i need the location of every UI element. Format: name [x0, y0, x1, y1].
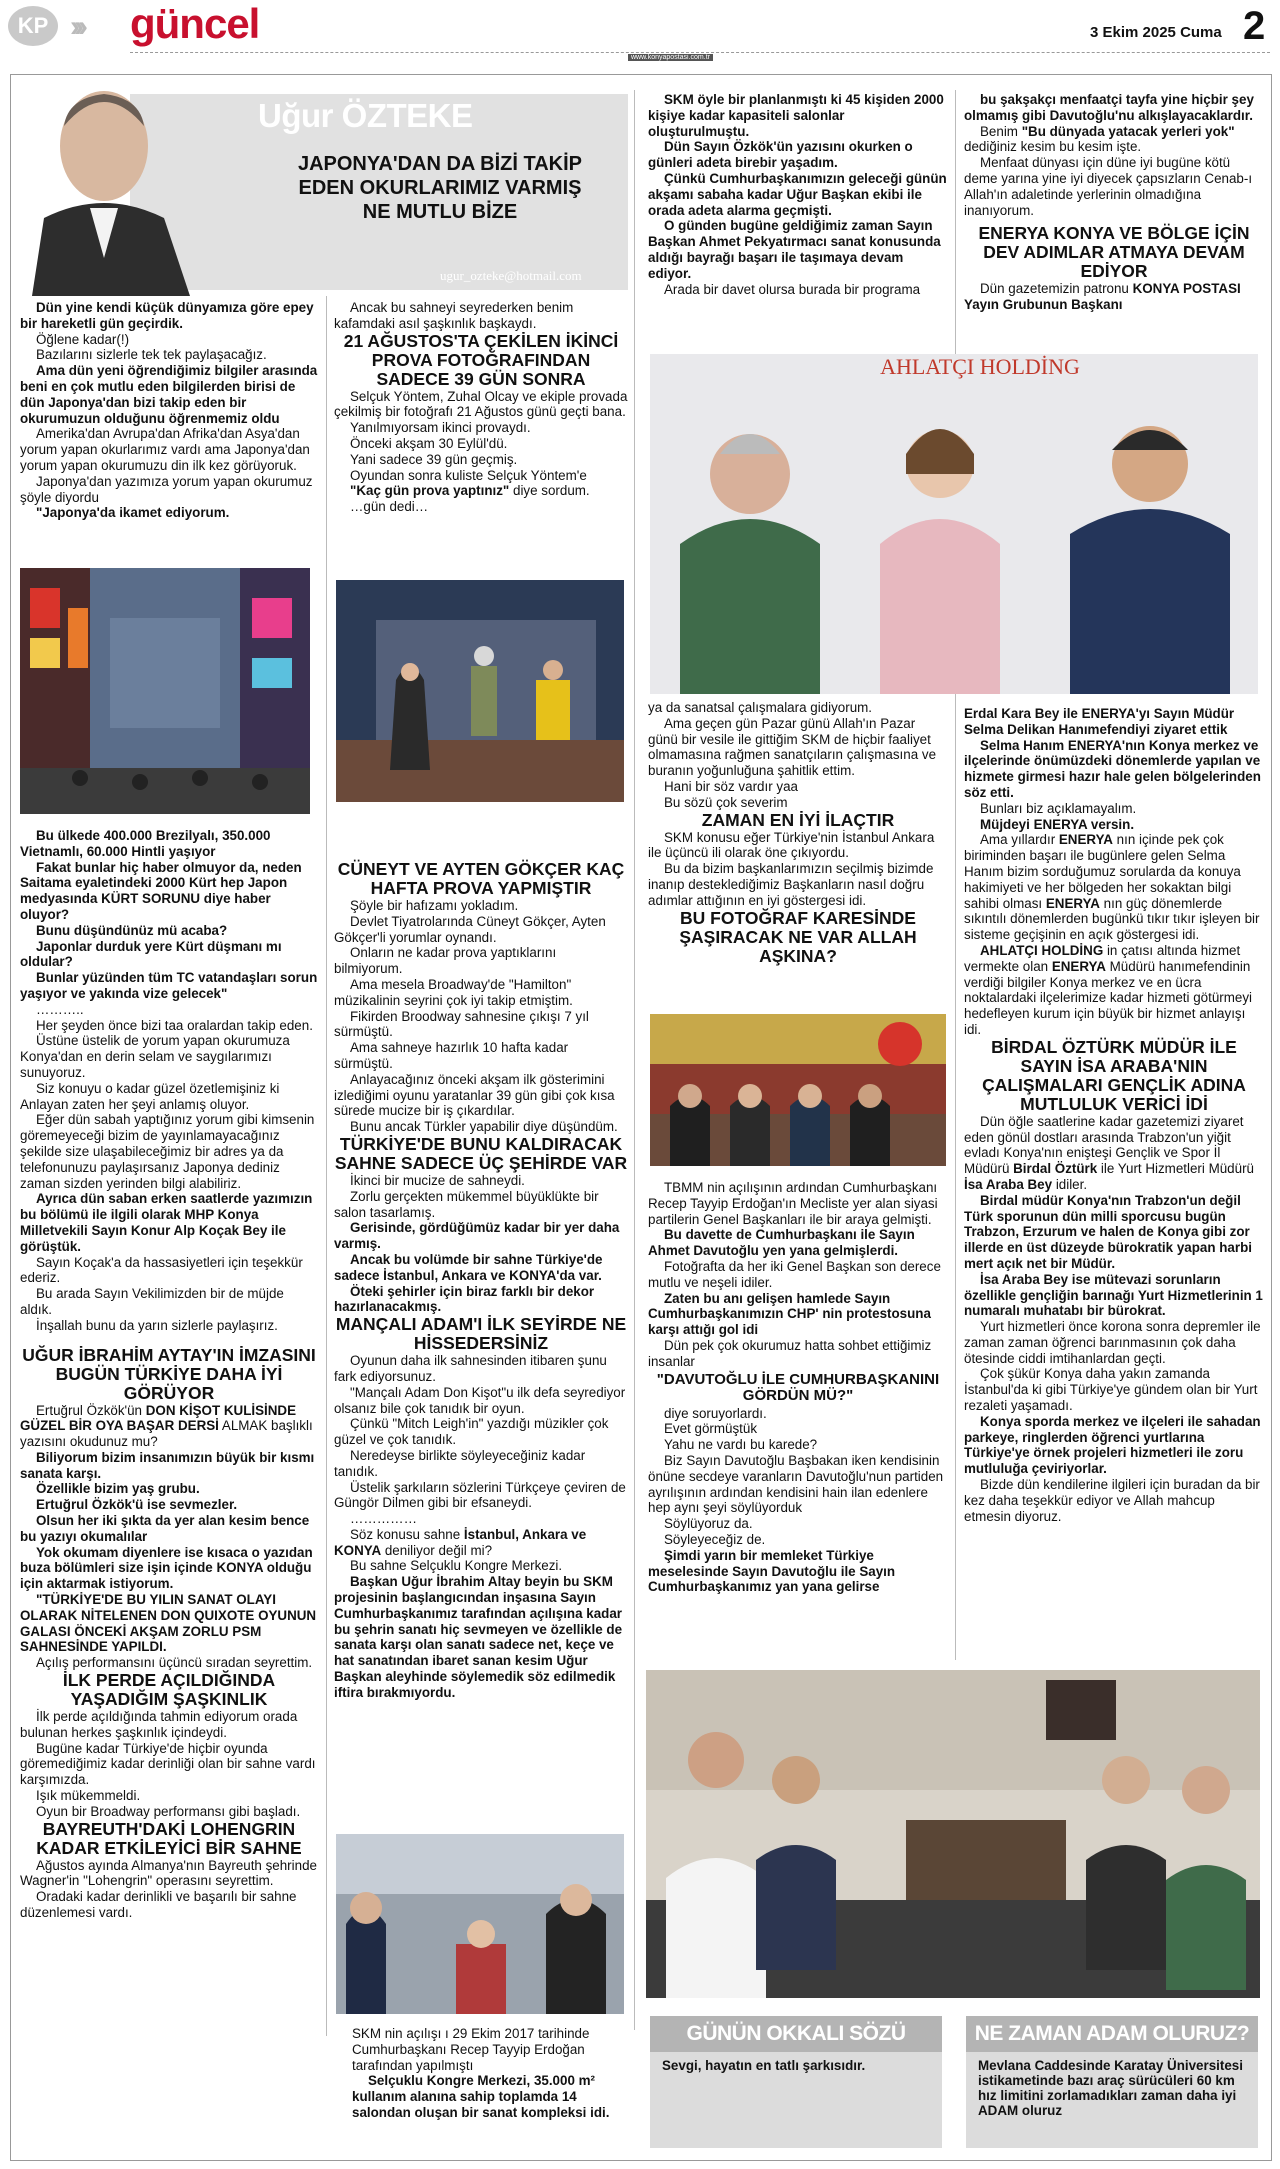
- paragraph: Önceki akşam 30 Eylül'dü.: [350, 435, 508, 451]
- paragraph: Menfaat dünyası için düne iyi bugüne kötü deme yarına yine iyi diyecek çapsızların Cenab-ı Allah'ın adaletinde yerlerinin olmadığına inanıyorum.: [964, 155, 1253, 218]
- paragraph: Bunu düşündünüz mü acaba?: [36, 922, 228, 938]
- paragraph: Dün gazetemizin patronu KONYA POSTASI Yayın Grubunun Başkanı: [964, 281, 1241, 313]
- paragraph: Zorlu gerçekten mükemmel büyüklükte bir salon tasarlamış.: [334, 1188, 599, 1220]
- paragraph: Açılış performansını üçüncü sıradan seyrettim.: [36, 1655, 313, 1671]
- skm-opening-photo: [336, 1834, 624, 2014]
- paragraph: "Mançalı Adam Don Kişot"u ilk defa seyrediyor olsanız bile çok tanıdık bir oyun.: [334, 1384, 626, 1416]
- column-3-bottom: [648, 1180, 948, 1595]
- paragraph: Benim "Bu dünyada yatacak yerleri yok" dediğiniz kesim bu kesim işte.: [964, 123, 1235, 155]
- paragraph: Biz Sayın Davutoğlu Başbakan iken kendisinin önüne secdeye varanların Davutoğlu'nun partiden ayrılışının ardından kendisini hain ilan edenlere hep aynı şeyi söylüyorduk: [648, 1452, 944, 1516]
- paragraph: Çok şükür Konya daha yakın zamanda İstanbul'da ki gibi Türkiye'ye gündem olan bir Yurt rezaleti yaşamadı.: [964, 1366, 1258, 1414]
- column-2-body: [334, 860, 628, 1701]
- author-name: Uğur ÖZTEKE: [258, 97, 473, 134]
- opinion-box-text: Mevlana Caddesinde Karatay Üniversitesi istikametinde bazı araç sürücüleri 60 km hız limitini zorlamadıkları zaman daha iyi ADAM oluruz: [978, 2058, 1243, 2118]
- paragraph: Eğer dün sabah yaptığınız yorum gibi kimsenin göremeyeceği bizim de yayınlamayacağınız şekilde size ulaşabileceğimiz bir adres ya da telefonunuzu paylaşırsanız Japonya dediniz zaman sizden yerinden bilgi alabiliriz.: [20, 1112, 315, 1191]
- paragraph: Bu sahne Selçuklu Kongre Merkezi.: [350, 1558, 563, 1574]
- subheading: ZAMAN EN İYİ İLAÇTIR: [701, 809, 895, 830]
- paragraph: Ertuğrul Özkök'ü ise sevmezler.: [36, 1497, 238, 1513]
- paragraph: Biliyorum bizim insanımızın büyük bir kısmı sanata karşı.: [20, 1449, 315, 1481]
- paragraph: SKM konusu eğer Türkiye'nin İstanbul Ankara ile üçüncü ili olarak öne çıkıyordu.: [648, 829, 935, 861]
- paragraph: Öteki şehirler için biraz farklı bir dekor hazırlanacakmış.: [334, 1283, 595, 1315]
- paragraph: Işık mükemmeldi.: [36, 1788, 141, 1804]
- caption-text: Selçuklu Kongre Merkezi, 35.000 m² kullanım alanına sahip toplamda 14 salondan oluşan bir sanat kompleksi idi.: [352, 2073, 610, 2120]
- erdogan-davutoglu-photo: [650, 1014, 946, 1166]
- paragraph: Dün yine kendi küçük dünyamıza göre epey bir hareketli gün geçirdik.: [20, 300, 314, 331]
- paragraph: Yahu ne vardı bu karede?: [664, 1437, 818, 1453]
- paragraph: TBMM nin açılışının ardından Cumhurbaşkanı Recep Tayyip Erdoğan'ın Mecliste yer alan siyasi partilerin Genel Başkanları ile bir araya gelmişti.: [648, 1180, 938, 1227]
- paragraph: Çünkü Cumhurbaşkanımızın geleceği günün akşamı sabaha kadar Uğur Başkan ekibi ile orada adeta alarma geçmişti.: [648, 170, 947, 218]
- paragraph: Anlayacağınız önceki akşam ilk gösterimini izlediğimi oyunu yaratanlar 39 gün gibi çok kısa sürede mucize bir iş çıkardılar.: [334, 1071, 615, 1119]
- paragraph: "Kaç gün prova yaptınız" diye sordum.: [350, 483, 590, 499]
- column-2-top: [334, 300, 628, 515]
- enerya-visit-photo: [650, 354, 1258, 694]
- subheading: 21 AĞUSTOS'TA ÇEKİLEN İKİNCİ PROVA FOTOĞRAFINDAN SADECE 39 GÜN SONRA: [343, 330, 619, 389]
- paragraph: Üstüne üstelik de yorum yapan okurumuza Konya'dan en derin selam ve saygılarımızı sunuyoruz.: [20, 1033, 290, 1080]
- paragraph: İkinci bir mucize de sahneydi.: [350, 1172, 525, 1188]
- paragraph: Çünkü "Mitch Leigh'in" yazdığı müzikler çok güzel ve çok tanıdık.: [334, 1416, 609, 1448]
- paragraph: Selçuk Yöntem, Zuhal Olcay ve ekiple provada çekilmiş bir fotoğrafı 21 Ağustos günü geçti bana.: [334, 388, 628, 420]
- paragraph: Ertuğrul Özkök'ün DON KİŞOT KULİSİNDE GÜZEL BİR OYA BAŞAR DERSİ ALMAK başlıklı yazısını okudunuz mu?: [20, 1402, 313, 1450]
- site-url: www.konyapostasi.com.tr: [628, 54, 713, 61]
- paragraph: Ama yıllardır ENERYA nın içinde pek çok biriminden başarı ile bugünlere gelen Selma Hanım bizim sorduğumuz sorularda da konuya hakimiyeti ve her bölgeden her sokaktan bilgi sahibi olması ENERYA nın güç dönemlerde sıkıntılı dönemlerden bugünkü tıkır tıkır işleyen bir sisteme geçişinin en açık göstergesi idi.: [964, 832, 1260, 943]
- quote-box-text: Sevgi, hayatın en tatlı şarkısıdır.: [662, 2058, 866, 2073]
- holding-sign: AHLATÇI HOLDİNG: [880, 354, 1080, 379]
- paragraph: …gün dedi…: [350, 499, 429, 515]
- quote-box: [650, 2016, 942, 2148]
- subheading: UĞUR İBRAHİM AYTAY'IN İMZASINI BUGÜN TÜRKİYE DAHA İYİ GÖRÜYOR: [22, 1344, 316, 1403]
- stage-photo: [336, 580, 624, 802]
- subheading: "DAVUTOĞLU İLE CUMHURBAŞKANINI GÖRDÜN MÜ?": [656, 1370, 940, 1404]
- paragraph: Başkan Uğur İbrahim Altay beyin bu SKM projesinin başlangıcından inşasına Sayın Cumhurbaşkanımız tarafından açılışına kadar bu şehrin sanatı hiç sevmeyen ve özellikle de sanata karşı olan sanatı sadece net, keçe ve hat sanatından ibaret sanan kesim Uğur Başkan aleyhinde söylemedik söz edilmedik iftira bırakmıyordu.: [334, 1574, 623, 1700]
- paragraph: Özellikle bizim yaş grubu.: [36, 1481, 200, 1497]
- caption-text: SKM nin açılışı ı 29 Ekim 2017 tarihinde Cumhurbaşkanı Recep Tayyip Erdoğan tarafından yapılmıştı: [352, 2026, 590, 2073]
- paragraph: Ayrıca dün saban erken saatlerde yazımızın bu bölümü ile ilgili olarak MHP Konya Milletvekili Sayın Konur Alp Koçak Bey ile görüştük.: [20, 1191, 313, 1254]
- paragraph: İlk perde açıldığında tahmin ediyorum orada bulunan herkes şaşkınlık içindeydi.: [20, 1709, 298, 1740]
- paragraph: Yani sadece 39 gün geçmiş.: [350, 451, 518, 467]
- paragraph: Evet görmüştük: [664, 1421, 758, 1437]
- paragraph: Birdal müdür Konya'nın Trabzon'un değil Türk sporunun dün milli sporcusu bugün Trabzon, Erzurum ve halen de Konya gibi zor illerde en üst düzeyde bürokratik yapan harbi mert açık net bir Müdür.: [964, 1192, 1252, 1271]
- paragraph: Şimdi yarın bir memleket Türkiye meselesinde Sayın Davutoğlu ile Sayın Cumhurbaşkanımız yan yana gelirse: [648, 1547, 896, 1595]
- paragraph: Japonya'dan yazımıza yorum yapan okurumuz şöyle diyordu: [20, 473, 313, 505]
- subheading: CÜNEYT VE AYTEN GÖKÇER KAÇ HAFTA PROVA YAPMIŞTIR: [337, 859, 625, 898]
- column-4-top: [964, 92, 1264, 313]
- paragraph: Gerisinde, gördüğümüz kadar bir yer daha varmış.: [334, 1220, 620, 1252]
- paragraph: Ancak bu volümde bir sahne Türkiye'de sadece İstanbul, Ankara ve KONYA'da var.: [334, 1251, 603, 1283]
- paragraph: Fikirden Broodway sahnesine çıkışı 7 yıl sürmüştü.: [334, 1008, 589, 1040]
- paragraph: Hani bir söz vardır yaa: [664, 778, 798, 794]
- paragraph: Konya sporda merkez ve ilçeleri ile sahadan parkeye, ringlerden öğrenci yurtlarına Türkiye'ye örnek projeleri hizmetleri ile zoru mutluluğa çeviriyorlar.: [964, 1413, 1261, 1477]
- subheading: TÜRKİYE'DE BUNU KALDIRACAK SAHNE SADECE ÜÇ ŞEHİRDE VAR: [334, 1133, 628, 1173]
- paragraph: Bunlar yüzünden tüm TC vatandaşları sorun yaşıyor ve yakında vize gelecek": [20, 970, 318, 1001]
- paragraph: Her şeyden önce bizi taa oralardan takip eden.: [36, 1017, 313, 1033]
- subheading: BİRDAL ÖZTÜRK MÜDÜR İLE SAYIN İSA ARABA'NIN ÇALIŞMALARI GENÇLİK ADINA MUTLULUK VERİCİ İDİ: [982, 1036, 1246, 1114]
- subheading: ENERYA KONYA VE BÖLGE İÇİN DEV ADIMLAR ATMAYA DEVAM EDİYOR: [978, 223, 1250, 282]
- paragraph: Fakat bunlar hiç haber olmuyor da, neden Saitama eyaletindeki 2000 Kürt hep Japon medyasında KÜRT SORUNU diye haber oluyor?: [20, 859, 302, 922]
- subheading: BU FOTOĞRAF KARESİNDE ŞAŞIRACAK NE VAR ALLAH AŞKINA?: [679, 907, 917, 966]
- paragraph: Bu ülkede 400.000 Brezilyalı, 350.000 Vietnamlı, 60.000 Hintli yaşıyor: [20, 828, 271, 859]
- paragraph: Dün pek çok okurumuz hatta sohbet ettiğimiz insanlar: [648, 1337, 932, 1369]
- column-3-body: [648, 700, 948, 966]
- paragraph: Dün Sayın Özkök'ün yazısını okurken o günleri adeta birebir yaşadım.: [648, 139, 913, 171]
- paragraph: Ancak bu sahneyi seyrederken benim kafamdaki asıl şaşkınlık başkaydı.: [334, 300, 574, 331]
- paragraph: Oradaki kadar derinlikli ve başarılı bir sahne düzenlemesi vardı.: [20, 1889, 297, 1921]
- column-1-top: [20, 300, 318, 521]
- paragraph: Devlet Tiyatrolarında Cüneyt Gökçer, Ayten Gökçer'li yorumlar oynandı.: [334, 913, 606, 945]
- paragraph: Neredeyse birlikte söyleyeceğiniz kadar tanıdık.: [334, 1447, 586, 1479]
- paragraph: Müjdeyi ENERYA versin.: [980, 816, 1135, 832]
- photo-caption: [352, 2026, 628, 2121]
- paragraph: Olsun her iki şıkta da yer alan kesim bence bu yazıyı okumalılar: [20, 1513, 310, 1544]
- paragraph: diye soruyorlardı.: [664, 1405, 767, 1421]
- paragraph: Bazılarını sizlerle tek tek paylaşacağız.: [36, 347, 267, 363]
- paragraph: Bu arada Sayın Vekilimizden bir de müjde aldık.: [20, 1286, 284, 1317]
- paragraph: Oyunun daha ilk sahnesinden itibaren şunu fark ediyorsunuz.: [334, 1353, 607, 1384]
- paragraph: Ama dün yeni öğrendiğimiz bilgiler arasında beni en çok mutlu eden bilgilerden birisi de dün Japonya'dan bizi takip eden bir okurumuzun olduğunu öğrenmemiz oldu: [20, 363, 318, 426]
- paragraph: Şöyle bir hafızamı yokladım.: [350, 898, 519, 913]
- paragraph: O günden bugüne geldiğimiz zaman Sayın Başkan Ahmet Pekyatırmacı sanat konusunda aldığı bayrağı başarı ile taşımaya devam ediyor.: [648, 218, 941, 281]
- opinion-box-title: NE ZAMAN ADAM OLURUZ?: [966, 2016, 1258, 2052]
- paragraph: Söyleyeceğiz de.: [664, 1531, 766, 1547]
- chevron-right-icon: ›››: [70, 10, 82, 43]
- paragraph: Dün öğle saatlerine kadar gazetemizi ziyaret eden gönül dostları arasında Trabzon'un yiğit evladı Konya'nın enişteşi Gençlik ve Spor İl Müdürü Birdal Öztürk ile Yurt Hizmetleri Müdürü İsa Araba Bey idiler.: [964, 1113, 1254, 1192]
- subheading: MANÇALI ADAM'I İLK SEYİRDE NE HİSSEDERSİNİZ: [335, 1314, 627, 1354]
- paragraph: Onların ne kadar prova yaptıklarını bilmiyorum.: [334, 945, 557, 977]
- column-4-body: [964, 706, 1264, 1524]
- author-photo: [12, 48, 202, 296]
- subheading: İLK PERDE AÇILDIĞINDA YAŞADIĞIM ŞAŞKINLIK: [62, 1670, 276, 1710]
- paragraph: Yurt hizmetleri önce korona sonra depremler ile zaman zaman öğrenci barınmasının çok daha ötesinde ciddi imtihanlardan geçti.: [964, 1319, 1261, 1366]
- office-visit-photo: [646, 1670, 1260, 1998]
- paragraph: Ama geçen gün Pazar günü Allah'ın Pazar günü bir vesile ile gittiğim SKM de hiçbir faaliyet olmamasına rağmen sanatçıların çalışmasına ve buranın yoğunluğuna şahitlik ettim.: [648, 715, 937, 779]
- column-divider: [634, 90, 635, 2030]
- paragraph: Üstelik şarkıların sözlerini Türkçeye çeviren de Güngör Dilmen gibi bir efsaneydi.: [334, 1479, 626, 1511]
- column-1-body: [20, 828, 318, 1921]
- paragraph: Bunu ancak Türkler yapabilir diye düşündüm.: [350, 1119, 618, 1135]
- paragraph: Bu davette de Cumhurbaşkanı ile Sayın Ahmet Davutoğlu yen yana gelmişlerdi.: [648, 1227, 915, 1259]
- column-divider: [326, 296, 327, 2036]
- paragraph: ………..: [36, 1001, 84, 1017]
- paragraph: Sayın Koçak'a da hassasiyetleri için teşekkür ederiz.: [20, 1254, 303, 1286]
- paragraph: Öğlene kadar(!): [36, 331, 130, 347]
- paragraph: Bugüne kadar Türkiye'de hiçbir oyunda göremediğimiz kadar derinliği olan bir sahne vardı karşımızda.: [20, 1740, 316, 1788]
- section-title: güncel: [130, 0, 260, 47]
- paragraph: Amerika'dan Avrupa'dan Afrika'dan Asya'dan yorum yapan okurlarımız vardı ama Japonya'dan yorum yapan okurumuzu din ilk kez görüyoruk.: [20, 426, 310, 473]
- paragraph: ya da sanatsal çalışmalara gidiyorum.: [648, 700, 873, 715]
- page-number: 2: [1243, 4, 1266, 48]
- paragraph: Bunları biz açıklamayalım.: [980, 800, 1137, 816]
- column-3-top: [648, 92, 948, 297]
- paragraph: Japonlar durduk yere Kürt düşmanı mı oldular?: [20, 938, 282, 970]
- paragraph: İsa Araba Bey ise mütevazi sorunların özellikle gençliğin barınağı Yurt Hizmetlerinin 1 numaralı muhatabı bir bürokrat.: [964, 1271, 1263, 1319]
- paragraph: AHLATÇI HOLDİNG in çatısı altında hizmet vermekte olan ENERYA Müdürü hanımefendinin verdiği bilgiler Konya merkez ve en ücra noktalardaki ilçelerimize kadar hizmeti götürmeyi hedefleyen kurum için büyük bir hizmet anlayışı idi.: [964, 942, 1253, 1037]
- author-email: ugur_ozteke@hotmail.com: [440, 268, 582, 283]
- paragraph: Ama mesela Broadway'de "Hamilton" müzikalinin seyrini çok iyi takip etmiştim.: [334, 976, 573, 1008]
- paragraph: Bizde dün kendilerine ilgileri için buradan da bir kez daha teşekkür ediyor ve Allah mahcup etmesin diyoruz.: [964, 1477, 1260, 1524]
- paragraph: SKM öyle bir planlanmıştı ki 45 kişiden 2000 kişiye kadar kapasiteli salonlar oluşturulmuştu.: [648, 92, 944, 139]
- paragraph: Fotoğrafta da her iki Genel Başkan son derece mutlu ve neşeli idiler.: [648, 1258, 941, 1290]
- paragraph: Yanılmıyorsam ikinci provaydı.: [350, 420, 531, 436]
- paragraph: bu şakşakçı menfaatçi tayfa yine hiçbir şey olmamış gibi Davutoğlu'nu alkışlayacaklardır.: [964, 92, 1254, 123]
- issue-date: 3 Ekim 2025 Cuma: [1090, 24, 1222, 41]
- paragraph: Söylüyoruz da.: [664, 1516, 753, 1532]
- paragraph: Oyundan sonra kuliste Selçuk Yöntem'e: [350, 467, 587, 483]
- subheading: BAYREUTH'DAKİ LOHENGRIN KADAR ETKİLEYİCİ BİR SAHNE: [36, 1818, 302, 1858]
- paragraph: Zaten bu anı gelişen hamlede Sayın Cumhurbaşkanımızın CHP' nin protestosuna karşı attığı gol idi: [648, 1290, 931, 1338]
- paragraph: Siz konuyu o kadar güzel özetlemişiniz ki Anlayan zaten her şeyi anlamış oluyor.: [20, 1080, 280, 1112]
- column-headline: JAPONYA'DAN DA BİZİ TAKİP EDEN OKURLARIMIZ VARMIŞ NE MUTLU BİZE: [297, 153, 583, 223]
- paragraph: Bu da bizim başkanlarımızın seçilmiş bizimde inanıp desteklediğimiz Başkanların nasıl doğru adımlar attığının en iyi göstergesi idi.: [648, 861, 934, 908]
- paragraph: Ağustos ayında Almanya'nın Bayreuth şehrinde Wagner'in "Lohengrin" operasını seyrettim.: [20, 1857, 317, 1889]
- paragraph: "TÜRKİYE'DE BU YILIN SANAT OLAYI OLARAK NİTELENEN DON QUIXOTE OYUNUN GALASI ÖNCEKİ AKŞAM ZORLU PSM SAHNESİNDE YAPILDI.: [20, 1592, 317, 1655]
- paragraph: Arada bir davet olursa burada bir programa: [664, 281, 921, 297]
- paragraph: Erdal Kara Bey ile ENERYA'yı Sayın Müdür Selma Delikan Hanımefendiyi ziyaret ettik: [964, 706, 1235, 737]
- paragraph: Selma Hanım ENERYA'nın Konya merkez ve ilçelerinde önümüzdeki dönemlerde yapılan ve hizmete girmesi hazır hale gelen bölgelerinden söz etti.: [964, 737, 1261, 800]
- paragraph: İnşallah bunu da yarın sizlerle paylaşırız.: [36, 1317, 278, 1333]
- paragraph: Söz konusu sahne İstanbul, Ankara ve KONYA deniliyor değil mi?: [334, 1526, 587, 1558]
- paragraph: Yok okumam diyenlere ise kısaca o yazıdan buza bölümleri size işin içinde KONYA olduğu için aktarmak istiyorum.: [20, 1544, 313, 1592]
- paragraph: ……………: [350, 1511, 417, 1527]
- paragraph: Oyun bir Broadway performansı gibi başladı.: [36, 1803, 301, 1819]
- paragraph: Bu sözü çok severim: [664, 794, 788, 810]
- opinion-box: [966, 2016, 1258, 2148]
- kp-logo: KP: [8, 6, 58, 46]
- quote-box-title: GÜNÜN OKKALI SÖZÜ: [650, 2016, 942, 2052]
- paragraph: "Japonya'da ikamet ediyorum.: [36, 505, 230, 521]
- paragraph: Ama sahneye hazırlık 10 hafta kadar sürmüştü.: [334, 1040, 569, 1071]
- column-divider: [955, 90, 956, 1660]
- tokyo-street-photo: [20, 568, 310, 814]
